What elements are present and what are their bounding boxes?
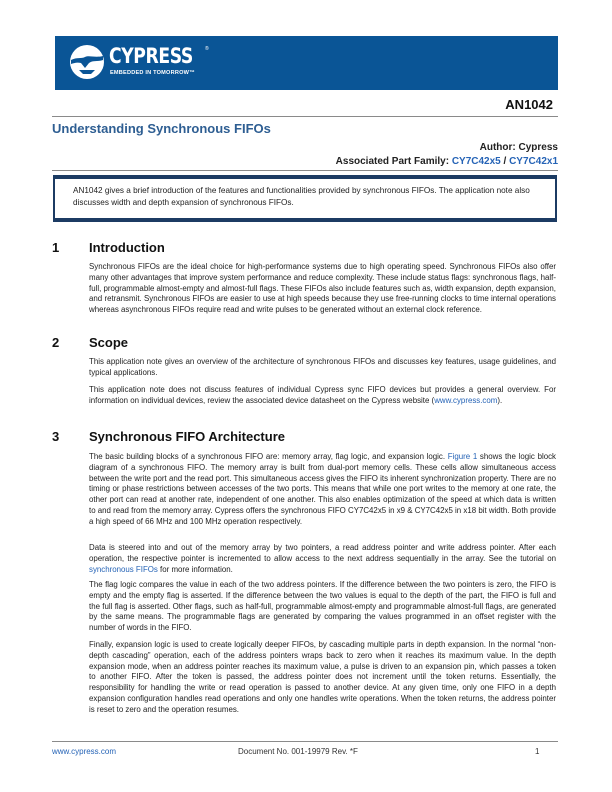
section-2-heading: Scope: [89, 335, 129, 350]
logo-wordmark: CYPRESS: [109, 44, 193, 68]
section-2-number: 2: [52, 335, 60, 350]
part-link-cy7c42x1[interactable]: CY7C42x1: [509, 156, 558, 167]
part-separator: /: [500, 156, 510, 167]
section-3-number: 3: [52, 429, 60, 444]
abstract-box: [53, 175, 557, 222]
section-1-paragraph-1: Synchronous FIFOs are the ideal choice for high-performance systems due to high operating speed. Synchronous FIFOs also offer many other advantages that improve system performance and reduce complexity. These include status flags: synchronous flags, half-full, programmable almost-empty and almost-full flags. These FIFOs also include features such as, width expansion, depth expansion, and retransmit. Synchronous FIFOs are easier to use at high speeds because they use free-running clocks to time internal operations whereas asynchronous FIFOs require read and write pulses to be generated without an external clock reference.: [89, 262, 556, 314]
page-title: Understanding Synchronous FIFOs: [52, 121, 271, 136]
cypress-globe-icon: [69, 44, 105, 80]
section-3-paragraph-1: [89, 452, 556, 527]
header-divider-2: [52, 170, 558, 171]
text-span: Data is steered into and out of the memory array by two pointers, a read address pointer and write address pointer. After each operation, the respective pointer is incremented to allow access to the next address sequentially in the array. See the tutorial on: [89, 543, 556, 563]
section-2-paragraph-1: This application note gives an overview of the architecture of synchronous FIFOs and discusses key features, usage guidelines, and typical applications.: [89, 357, 556, 377]
abstract-text: AN1042 gives a brief introduction of the features and functionalities provided by synchronous FIFOs. The application note also discusses width and depth expansion of synchronous FIFOs.: [73, 186, 530, 207]
part-link-cy7c42x5[interactable]: CY7C42x5: [451, 156, 501, 167]
part-family-line: [336, 156, 558, 167]
section-1-heading: Introduction: [89, 240, 165, 255]
synchronous-fifos-link[interactable]: synchronous FIFOs: [89, 564, 158, 574]
footer-divider: [52, 741, 558, 742]
registered-mark: ®: [205, 46, 209, 52]
text-span: ).: [497, 395, 503, 405]
document-number: AN1042: [505, 97, 553, 112]
section-3-heading: Synchronous FIFO Architecture: [89, 429, 285, 444]
footer-website-link[interactable]: www.cypress.com: [52, 747, 117, 756]
figure-1-link[interactable]: Figure 1: [447, 452, 478, 461]
section-1-number: 1: [52, 240, 60, 255]
cypress-logo[interactable]: [69, 42, 239, 84]
cypress-website-link[interactable]: www.cypress.com: [434, 395, 498, 405]
section-2-paragraph-2: [89, 385, 556, 407]
logo-tagline: EMBEDDED IN TOMORROW™: [110, 70, 195, 76]
section-3-paragraph-4: Finally, expansion logic is used to create logically deeper FIFOs, by cascading multiple parts in depth expansion. In the normal “non-depth cascading” operation, each of the address pointers wraps back to zero when it reaches its maximum value. In the depth expansion mode, when an address pointer reaches its maximum value, a pulse is driven to an expansion pin, which passes a token to another FIFO. After the token is passed, the address pointer does not increment until the token returns. Essentially, the responsibility for handling the write or read operation is passed to another device. At any given time, only one FIFO in a depth expansion configuration handles read operations and only one handles write operations. When the token returns, the address pointer is reset to zero and the operation resumes.: [89, 640, 556, 714]
text-span: for more information.: [157, 564, 233, 574]
footer-document-number: Document No. 001-19979 Rev. *F: [238, 747, 358, 756]
text-span: shows the logic block diagram of a synchronous FIFO. The memory array is built from dual-port memory cells. These cells allow simultaneous access between the write port and the read port. This simultaneous access gives the FIFO its inherent synchronization property. There are no timing or phase restrictions between accesses of the two ports. This means that while one port writes to the memory at one rate, the other port can read at another rate, independent of one another. This also enables optimization of the speed at which data is written to and read from the memory array. Cypress offers the synchronous FIFO CY7C42x5 in x9 & CY7C42x5 in x18 bit width. Both provide a high speed of 66 MHz and 100 MHz operation respectively.: [89, 452, 556, 526]
text-span: The basic building blocks of a synchronous FIFO are: memory array, flag logic, and expansion logic.: [89, 452, 448, 461]
author-line: Author: Cypress: [479, 142, 558, 153]
header-banner: [55, 36, 558, 90]
page-number: 1: [535, 747, 540, 756]
section-3-paragraph-2: [89, 543, 556, 575]
header-divider: [52, 116, 558, 117]
section-3-paragraph-3: The flag logic compares the value in each of the two address pointers. If the difference between the two pointers is zero, the FIFO is empty and the empty flag is asserted. If the difference between the two values is equal to the depth of the part, the FIFO is full and the full flag is asserted. Other flags, such as half-full, programmable almost-empty and programmable almost-full flags, are generated by the same means. The programmable flags are generated by comparing the values programmed in an offset register with the number of words in the FIFO.: [89, 580, 556, 632]
part-family-label: Associated Part Family:: [335, 156, 452, 167]
text-span: This application note does not discuss features of individual Cypress sync FIFO devices but provides a general overview. For information on individual devices, review the associated device datasheet on the Cypress website (: [89, 385, 556, 405]
